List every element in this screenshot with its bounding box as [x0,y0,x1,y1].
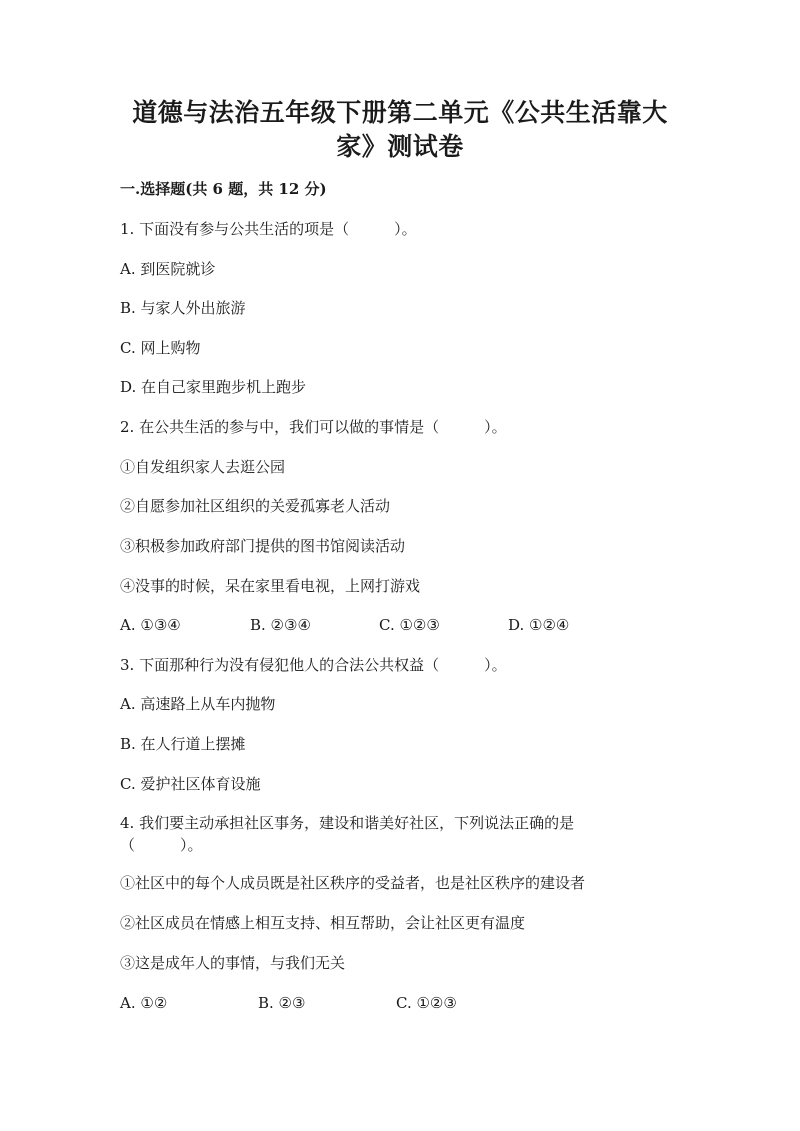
page-title [120,96,680,164]
title-line-1: 道德与法治五年级下册第二单元《公共生活靠大 [132,98,668,127]
question-3-option-c: C. 爱护社区体育设施 [120,775,261,793]
question-1-option-d: D. 在自己家里跑步机上跑步 [120,378,307,396]
question-2-stem: 2. 在公共生活的参与中，我们可以做的事情是（ ）。 [120,418,507,436]
question-4-item-3: ③这是成年人的事情，与我们无关 [120,954,346,972]
question-2-item-3: ③积极参加政府部门提供的图书馆阅读活动 [120,537,406,555]
title-line-2: 家》测试卷 [336,132,464,161]
section-heading: 一.选择题(共 6 题，共 12 分) [120,180,327,198]
question-4-option-a: A. ①② [120,994,168,1012]
question-3-option-a: A. 高速路上从车内抛物 [120,695,276,713]
question-4-item-1: ①社区中的每个人成员既是社区秩序的受益者，也是社区秩序的建设者 [120,874,586,892]
question-1-option-b: B. 与家人外出旅游 [120,299,246,317]
question-2-option-d: D. ①②④ [508,616,570,634]
question-2-item-1: ①自发组织家人去逛公园 [120,458,286,476]
question-2-option-b: B. ②③④ [250,616,311,634]
question-4-stem-line-2: （ ）。 [120,836,203,854]
question-3-option-b: B. 在人行道上摆摊 [120,735,246,753]
question-4-stem-line-1: 4. 我们要主动承担社区事务，建设和谐美好社区，下列说法正确的是 [120,814,575,832]
question-2-item-2: ②自愿参加社区组织的关爱孤寡老人活动 [120,497,391,515]
question-2-item-4: ④没事的时候，呆在家里看电视，上网打游戏 [120,577,421,595]
question-1-option-c: C. 网上购物 [120,339,201,357]
question-2-option-a: A. ①③④ [120,616,181,634]
question-4-option-c: C. ①②③ [396,994,457,1012]
question-4-option-b: B. ②③ [258,994,306,1012]
question-4-item-2: ②社区成员在情感上相互支持、相互帮助，会让社区更有温度 [120,914,526,932]
question-2-options [120,614,720,636]
question-4-options [120,992,620,1014]
question-1-option-a: A. 到医院就诊 [120,260,216,278]
question-3-stem: 3. 下面那种行为没有侵犯他人的合法公共权益（ ）。 [120,656,507,674]
question-2-option-c: C. ①②③ [379,616,440,634]
question-1-stem: 1. 下面没有参与公共生活的项是（ ）。 [120,220,417,238]
